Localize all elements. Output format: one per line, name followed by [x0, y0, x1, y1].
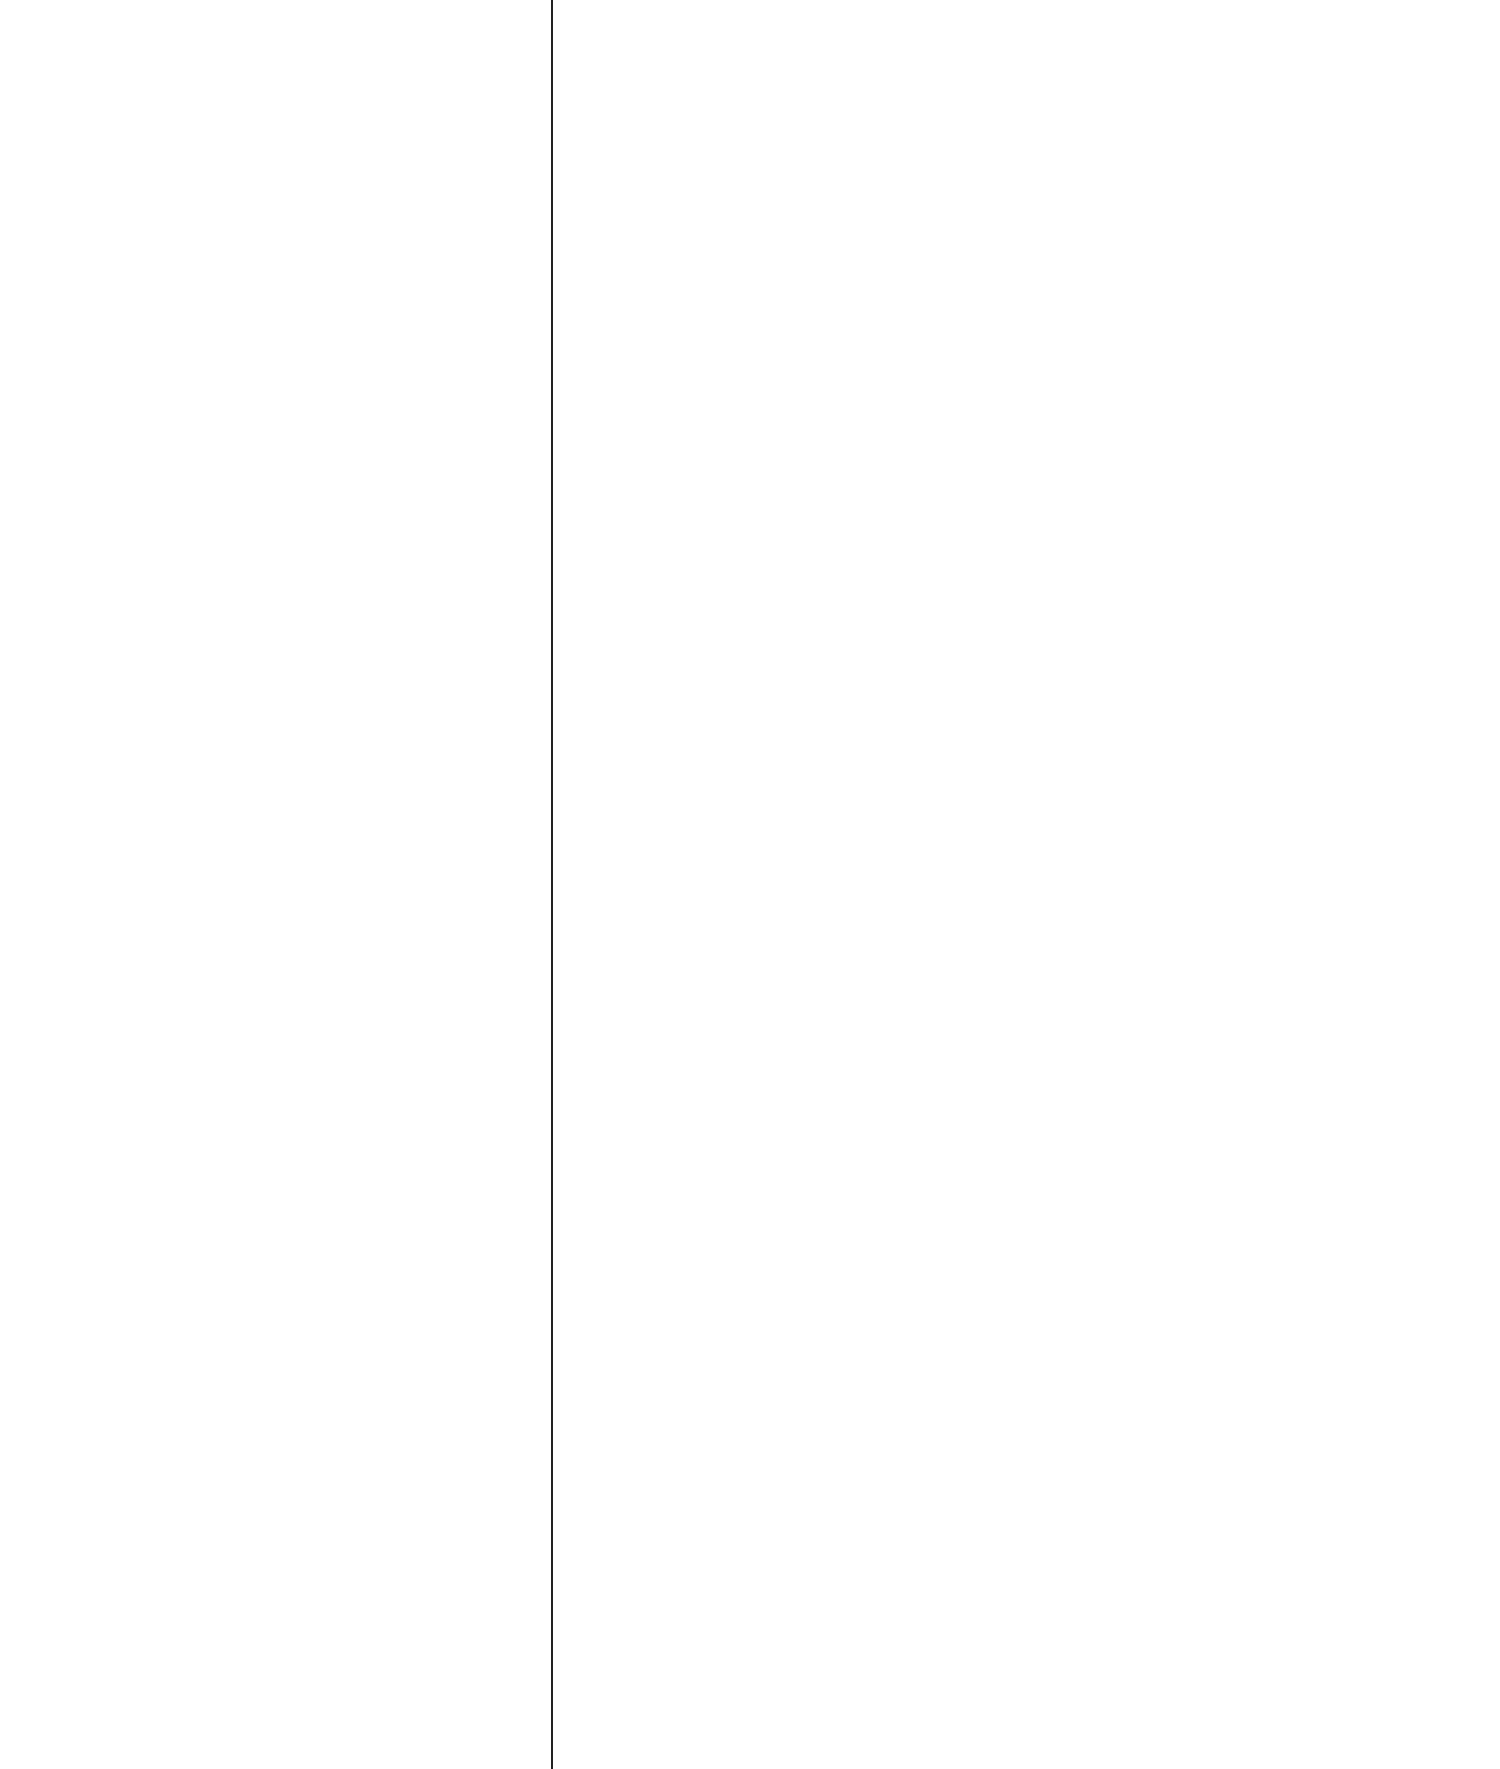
column-divider [551, 0, 553, 1769]
